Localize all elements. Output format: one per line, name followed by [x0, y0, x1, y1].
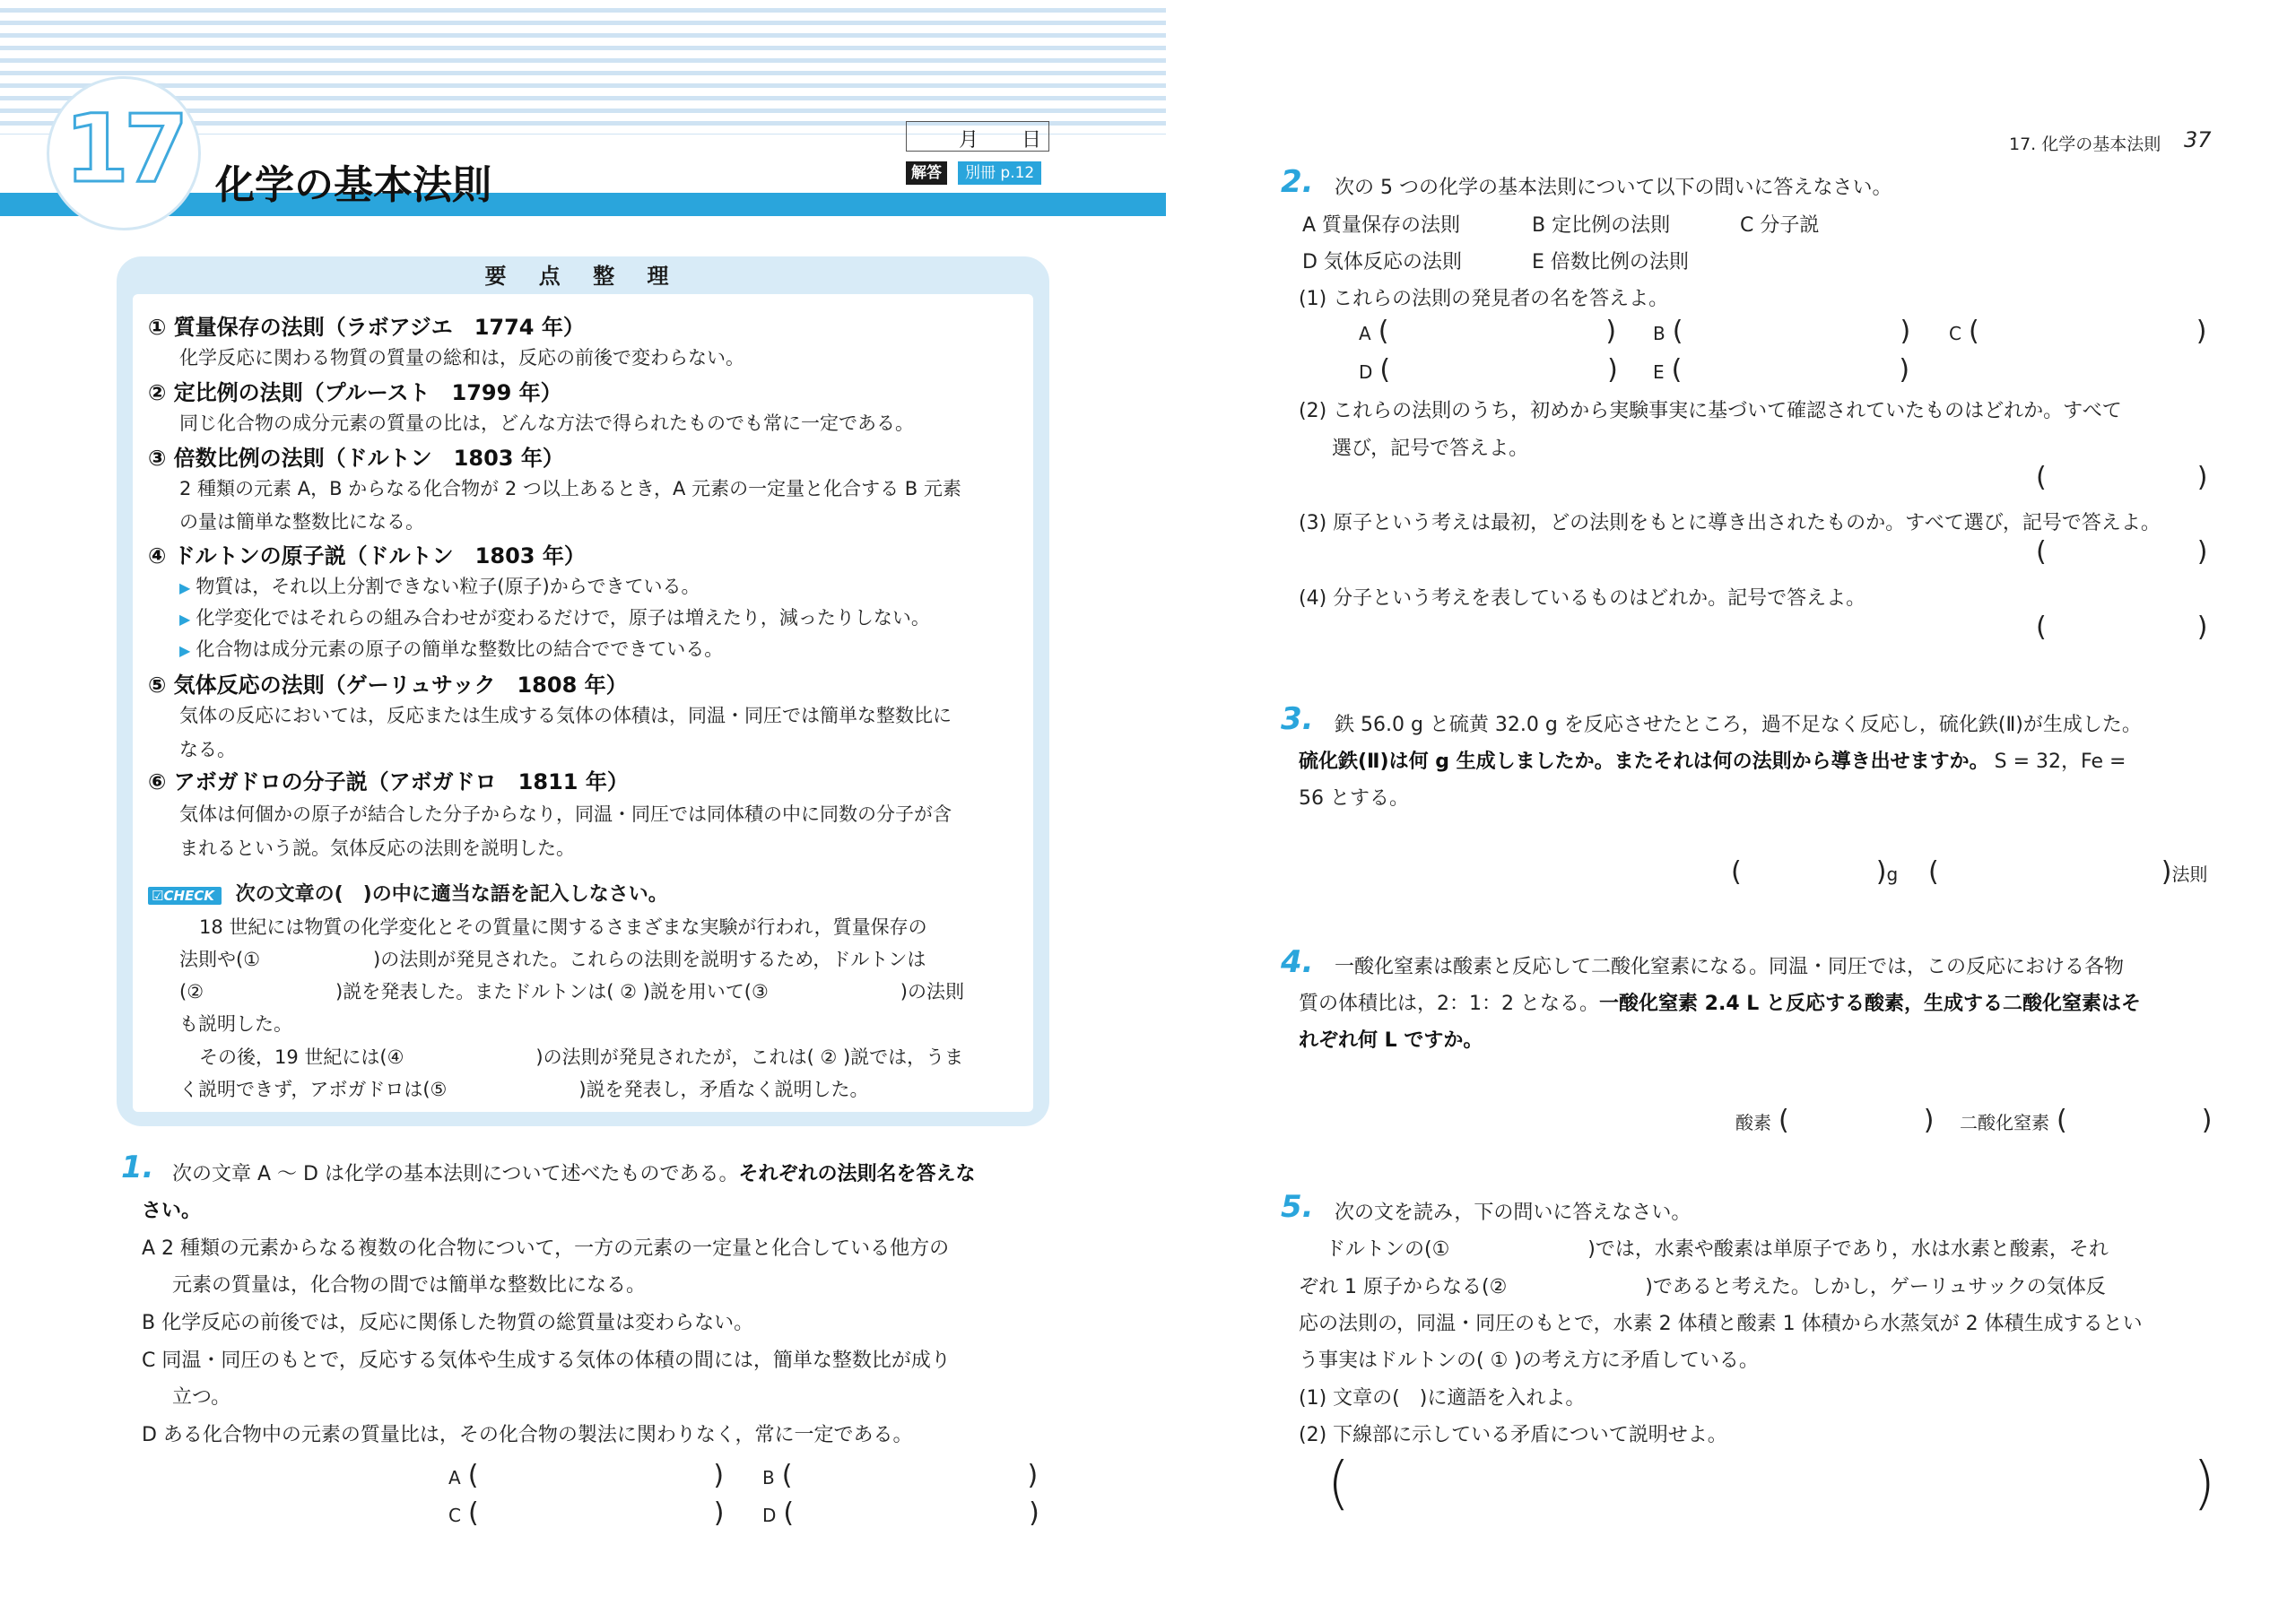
q5-line4: う事実はドルトンの( ① )の考え方に矛盾している。 [1299, 1350, 1759, 1372]
q4-line2-bold: 一酸化窒素 2.4 L と反応する酸素，生成する二酸化窒素はそ [1599, 993, 2141, 1015]
q2-answer-e[interactable]: E ( ) [1653, 354, 1910, 386]
q4-answer-no2[interactable]: 二酸化窒素 ( ) [1960, 1105, 2213, 1136]
q2-sub1: (1) これらの法則の発見者の名を答えよ。 [1299, 288, 1669, 310]
q2-answer-c[interactable]: C ( ) [1949, 316, 2207, 347]
q3-number: 3. [1281, 701, 1314, 737]
q3-line3: 56 とする。 [1299, 787, 1409, 810]
law-heading-4: ④ ドルトンの原子説（ドルトン 1803 年） [148, 543, 586, 568]
q2-option-e: E 倍数比例の法則 [1532, 251, 1689, 273]
q3-unit-law: 法則 [2171, 864, 2208, 885]
q5-number: 5. [1281, 1189, 1314, 1225]
q2-sub2-line2: 選び，記号で答えよ。 [1332, 438, 1529, 460]
q2-number: 2. [1281, 164, 1314, 200]
q3-line2-tail: S = 32，Fe = [1994, 751, 2126, 773]
q2-label-a: A [1359, 323, 1371, 344]
bullet-triangle-icon: ▶ [179, 579, 191, 596]
law-bullet-4c: 化合物は成分元素の原子の簡単な整数比の結合でできている。 [196, 638, 724, 660]
running-head: 17. 化学の基本法則 [2009, 135, 2161, 154]
q2-sub4-answer[interactable]: ( ) [2036, 612, 2208, 643]
q1-item-c1: C 同温・同圧のもとで，反応する気体や生成する気体の体積の間には，簡単な整数比が成り [142, 1350, 951, 1372]
law-text-6b: まれるという説。気体反応の法則を説明した。 [179, 838, 575, 859]
law-heading-2: ② 定比例の法則（プルースト 1799 年） [148, 380, 562, 405]
law-heading-1: ① 質量保存の法則（ラボアジエ 1774 年） [148, 315, 585, 340]
law-text-5a: 気体の反応においては，反応または生成する気体の体積は，同温・同圧では簡単な整数比に [179, 705, 952, 726]
q3-line1: 鉄 56.0 g と硫黄 32.0 g を反応させたところ，過不足なく反応し，硫化鉄(Ⅱ)が生成した。 [1335, 714, 2142, 736]
q1-item-a1: A 2 種類の元素からなる複数の化合物について，一方の元素の一定量と化合している他方の [142, 1237, 950, 1260]
q3-unit-g: g [1886, 864, 1899, 885]
q2-option-a: A 質量保存の法則 [1302, 214, 1461, 237]
q2-sub2-answer[interactable]: ( ) [2036, 462, 2208, 493]
q2-label-b: B [1653, 323, 1665, 344]
law-heading-3: ③ 倍数比例の法則（ドルトン 1803 年） [148, 446, 564, 471]
q1-answer-label-c: C [448, 1505, 461, 1526]
date-box[interactable] [906, 121, 1049, 152]
q2-sub4: (4) 分子という考えを表しているものはどれか。記号で答えよ。 [1299, 587, 1866, 610]
q1-prompt-bold: それぞれの法則名を答えな [738, 1163, 976, 1185]
q4-line2-plain: 質の体積比は，2：1：2 となる。 [1299, 993, 1599, 1015]
q4-label-oxygen: 酸素 [1735, 1112, 1771, 1133]
q5-answer-box[interactable]: ( ) [1327, 1451, 2215, 1517]
q2-label-d: D [1359, 361, 1373, 383]
answer-reference: 別冊 p.12 [958, 161, 1041, 185]
q1-item-a2: 元素の質量は，化合物の間では簡単な整数比になる。 [172, 1274, 647, 1297]
law-text-2: 同じ化合物の成分元素の質量の比は，どんな方法で得られたものでも常に一定である。 [179, 412, 914, 434]
q5-sub1: (1) 文章の( )に適語を入れよ。 [1299, 1387, 1586, 1410]
check-line-2: 法則や(① )の法則が発見された。これらの法則を説明するため，ドルトンは [179, 949, 926, 970]
law-text-3a: 2 種類の元素 A，B からなる化合物が 2 つ以上あるとき，A 元素の一定量と化合する B 元素 [179, 478, 961, 499]
law-text-6a: 気体は何個かの原子が結合した分子からなり，同温・同圧では同体積の中に同数の分子が含 [179, 803, 952, 825]
q2-answer-d[interactable]: D ( ) [1359, 354, 1618, 386]
check-line-4: も説明した。 [179, 1013, 292, 1035]
q4-number: 4. [1281, 944, 1314, 980]
q1-answer-label-b: B [762, 1467, 775, 1488]
check-line-3: (② )説を発表した。またドルトンは( ② )説を用いて(③ )の法則 [179, 981, 964, 1002]
law-text-1: 化学反応に関わる物質の質量の総和は，反応の前後で変わらない。 [179, 347, 744, 369]
law-bullet-4b: 化学変化ではそれらの組み合わせが変わるだけで，原子は増えたり，減ったりしない。 [196, 607, 930, 629]
check-badge: CHECK [163, 888, 214, 904]
q2-sub2-line1: (2) これらの法則のうち，初めから実験事実に基づいて確認されていたものはどれか。すべて [1299, 400, 2122, 422]
q2-answer-b[interactable]: B ( ) [1653, 316, 1911, 347]
q2-sub3-answer[interactable]: ( ) [2036, 536, 2208, 568]
q2-label-c: C [1949, 323, 1961, 344]
answer-label: 解答 [906, 161, 947, 185]
q2-prompt: 次の 5 つの化学の基本法則について以下の問いに答えなさい。 [1335, 177, 1892, 199]
q2-label-e: E [1653, 361, 1665, 383]
law-text-5b: なる。 [179, 739, 236, 760]
q1-answer-label-a: A [448, 1467, 461, 1488]
q3-answer-law[interactable]: ( )法則 [1928, 856, 2208, 888]
q2-option-b: B 定比例の法則 [1532, 214, 1671, 237]
q2-answer-a[interactable]: A ( ) [1359, 316, 1617, 347]
q1-answer-d[interactable]: D ( ) [762, 1497, 1039, 1529]
q1-answer-a[interactable]: A ( ) [448, 1460, 725, 1491]
law-text-3b: の量は簡単な整数比になる。 [179, 511, 424, 533]
q5-prompt: 次の文を読み，下の問いに答えなさい。 [1335, 1202, 1692, 1224]
q1-item-d: D ある化合物中の元素の質量比は，その化合物の製法に関わりなく，常に一定である。 [142, 1424, 913, 1446]
q4-answer-oxygen[interactable]: 酸素 ( ) [1735, 1105, 1935, 1136]
q5-line2: ぞれ 1 原子からなる(② )であると考えた。しかし，ゲーリュサックの気体反 [1299, 1276, 2106, 1298]
check-line-5: その後，19 世紀には(④ )の法則が発見されたが，これは( ② )説では，うま [199, 1046, 964, 1068]
q5-line1: ドルトンの(① )では，水素や酸素は単原子であり，水は水素と酸素，それ [1326, 1238, 2109, 1261]
check-line-1: 18 世紀には物質の化学変化とその質量に関するさまざまな実験が行われ，質量保存の [199, 916, 927, 938]
q5-line3: 応の法則の，同温・同圧のもとで，水素 2 体積と酸素 1 体積から水蒸気が 2 体積生成するとい [1299, 1313, 2143, 1335]
q3-answer-mass[interactable]: ( )g [1731, 856, 1899, 888]
q4-line1: 一酸化窒素は酸素と反応して二酸化窒素になる。同温・同圧では，この反応における各物 [1335, 956, 2125, 978]
law-bullet-4a: 物質は，それ以上分割できない粒子(原子)からできている。 [196, 576, 700, 597]
q5-sub2: (2) 下線部に示している矛盾について説明せよ。 [1299, 1424, 1727, 1446]
q1-prompt: 次の文章 A ～ D は化学の基本法則について述べたものである。 [172, 1163, 739, 1185]
law-heading-5: ⑤ 気体反応の法則（ゲーリュサック 1808 年） [148, 673, 628, 698]
q1-item-b: B 化学反応の前後では，反応に関係した物質の総質量は変わらない。 [142, 1312, 754, 1334]
law-heading-6: ⑥ アボガドロの分子説（アボガドロ 1811 年） [148, 769, 629, 794]
check-line-6: く説明できず，アボガドロは(⑤ )説を発表し，矛盾なく説明した。 [179, 1079, 869, 1100]
q2-sub3: (3) 原子という考えは最初，どの法則をもとに導き出されたものか。すべて選び，記号で答えよ。 [1299, 512, 2161, 534]
q4-line3: れぞれ何 L ですか。 [1299, 1029, 1483, 1052]
chapter-title: 化学の基本法則 [215, 162, 491, 208]
bullet-triangle-icon: ▶ [179, 611, 191, 628]
q1-answer-c[interactable]: C ( ) [448, 1497, 725, 1529]
q1-item-c2: 立つ。 [172, 1386, 231, 1409]
month-label: 月 [959, 129, 979, 152]
q4-label-no2: 二酸化窒素 [1960, 1112, 2049, 1133]
summary-title: 要 点 整 理 [484, 264, 682, 289]
bullet-triangle-icon: ▶ [179, 642, 191, 659]
q2-option-c: C 分子説 [1740, 214, 1820, 237]
q1-number: 1. [121, 1150, 154, 1185]
q1-prompt-cont: さい。 [142, 1200, 202, 1222]
q1-answer-b[interactable]: B ( ) [762, 1460, 1039, 1491]
day-label: 日 [1022, 129, 1042, 152]
q1-answer-label-d: D [762, 1505, 777, 1526]
q2-option-d: D 気体反応の法則 [1302, 251, 1462, 273]
q3-line2-bold: 硫化鉄(Ⅱ)は何 g 生成しましたか。またそれは何の法則から導き出せますか。 [1299, 751, 1989, 773]
check-icon: ☑ [152, 888, 164, 904]
page-number: 37 [2184, 127, 2212, 152]
chapter-number: 17 [64, 94, 184, 204]
check-instruction: 次の文章の( )の中に適当な語を記入しなさい。 [235, 883, 668, 906]
